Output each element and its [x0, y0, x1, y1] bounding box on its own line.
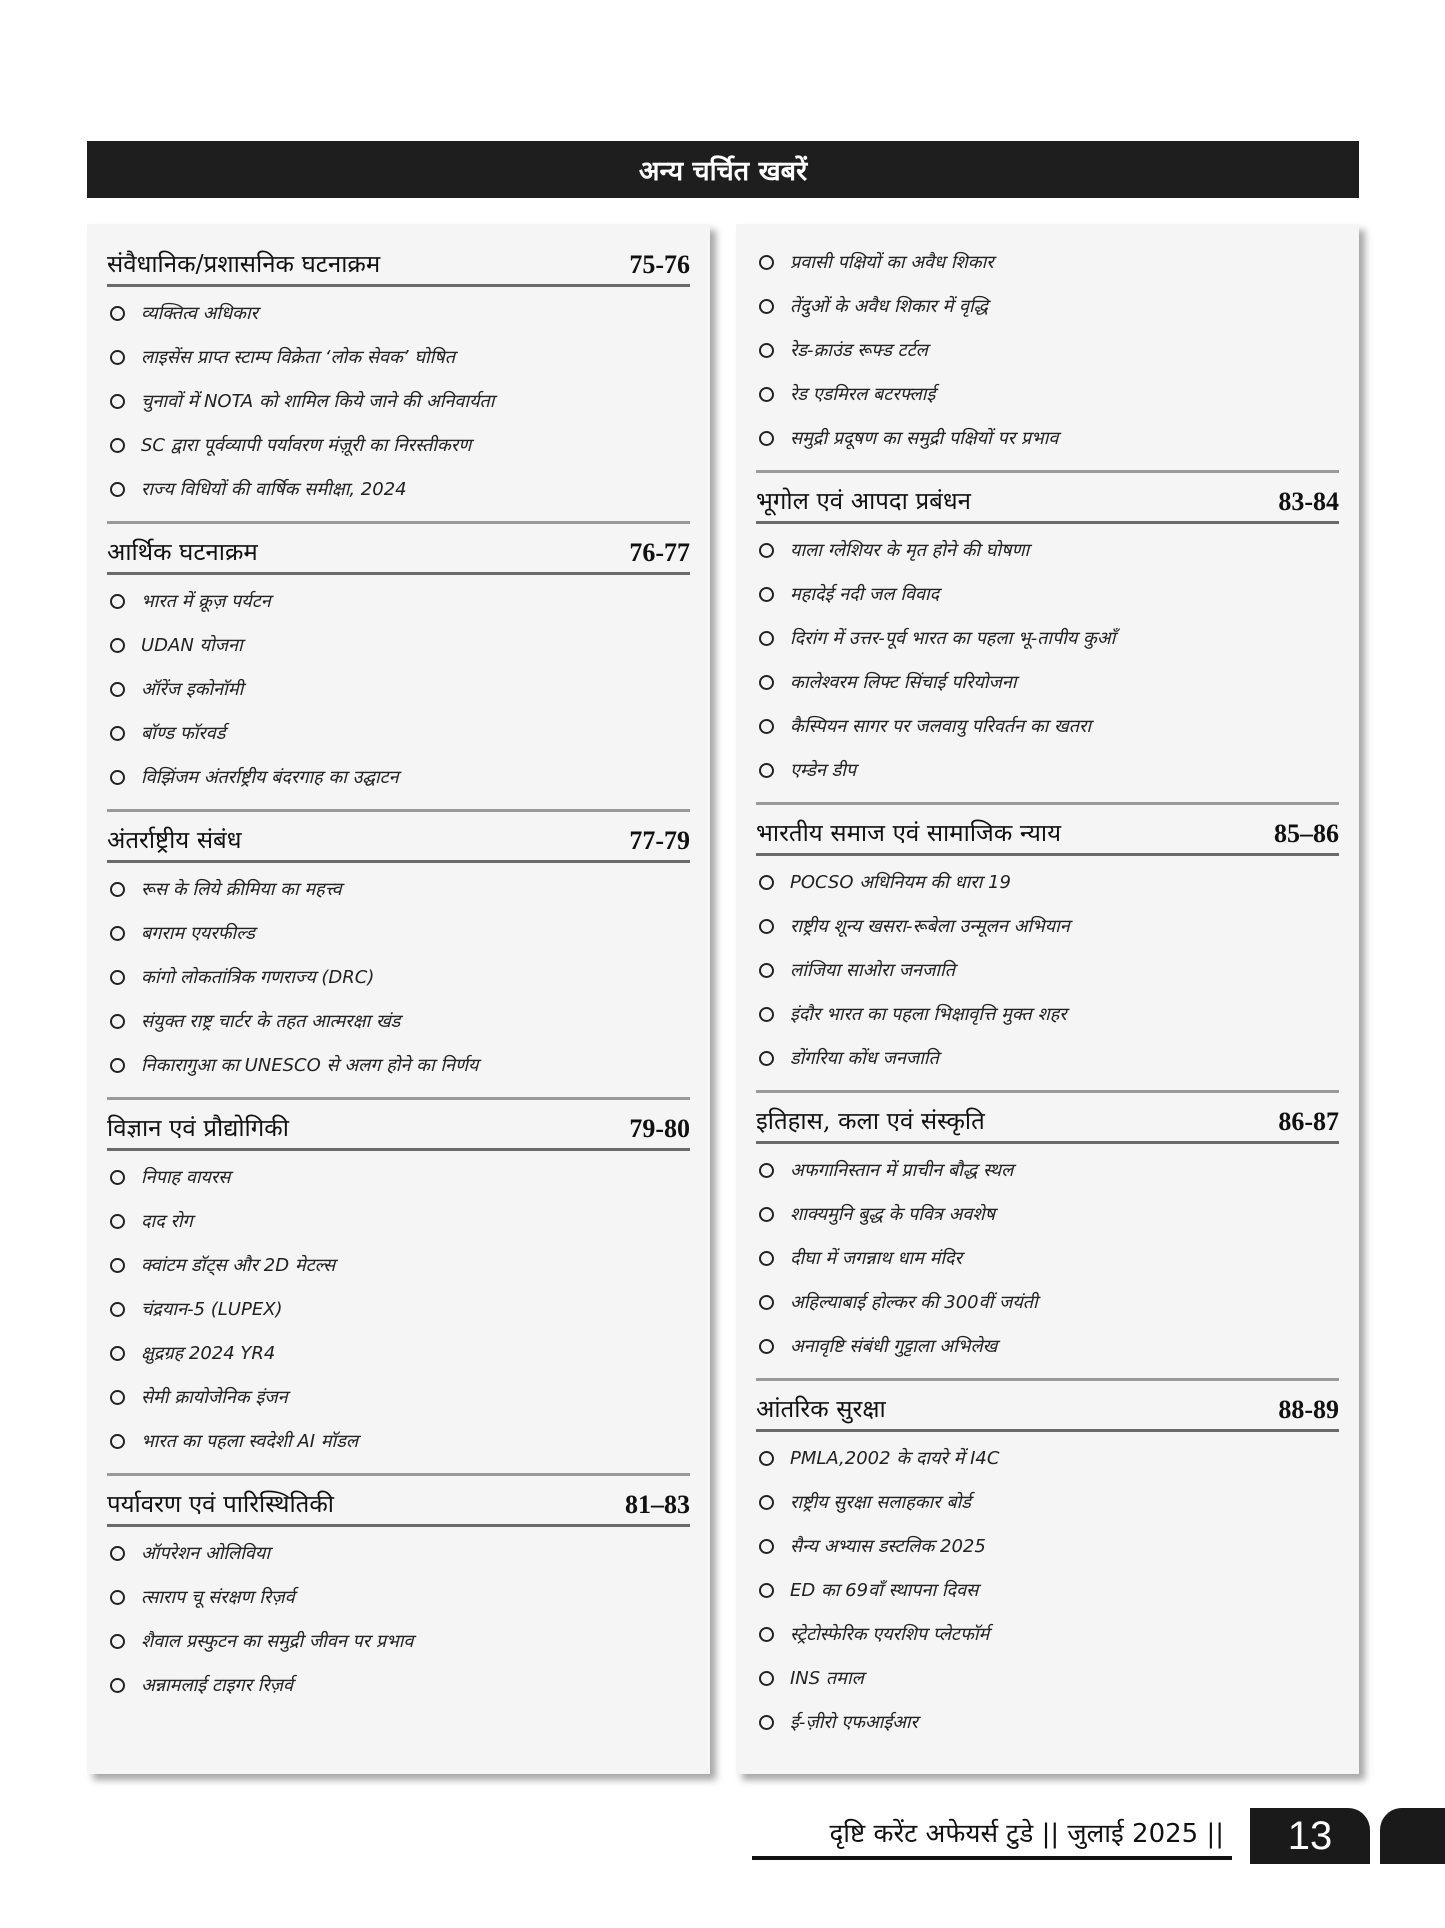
topic-item [756, 1324, 1339, 1368]
topic-item [107, 467, 690, 511]
circle-bullet-icon [110, 1634, 125, 1649]
topic-item [107, 1575, 690, 1619]
circle-bullet-icon [759, 299, 774, 314]
topic-list [107, 863, 690, 1087]
topic-item [756, 1612, 1339, 1656]
section-divider [107, 1473, 690, 1476]
section-divider [107, 1097, 690, 1100]
topic-item [756, 528, 1339, 572]
section-title: इतिहास, कला एवं संस्कृति [756, 1107, 985, 1135]
topic-item [107, 867, 690, 911]
topic-item [107, 1155, 690, 1199]
section-heading [107, 1480, 690, 1527]
topic-list [756, 1144, 1339, 1368]
topic-item [107, 667, 690, 711]
topic-label: चंद्रयान-5 (LUPEX) [141, 1299, 283, 1320]
topic-label: अनावृष्टि संबंधी गुट्टाला अभिलेख [790, 1336, 998, 1357]
topic-label: अफगानिस्तान में प्राचीन बौद्ध स्थल [790, 1160, 1014, 1181]
section-page-range: 86-87 [1278, 1107, 1339, 1136]
circle-bullet-icon [110, 1058, 125, 1073]
topic-label: इंदौर भारत का पहला भिक्षावृत्ति मुक्त शहर [790, 1004, 1067, 1025]
topic-item [756, 1036, 1339, 1080]
topic-label: INS तमाल [790, 1668, 864, 1689]
topic-label: विझिंजम अंतर्राष्ट्रीय बंदरगाह का उद्घाटन [141, 767, 399, 788]
topic-list [107, 287, 690, 511]
topic-item [756, 904, 1339, 948]
section-heading [756, 477, 1339, 524]
circle-bullet-icon [759, 875, 774, 890]
circle-bullet-icon [110, 1014, 125, 1029]
circle-bullet-icon [759, 1715, 774, 1730]
topic-item [756, 1480, 1339, 1524]
section-title: पर्यावरण एवं पारिस्थितिकी [107, 1490, 334, 1518]
topic-item [107, 1331, 690, 1375]
topic-label: एम्डेन डीप [790, 760, 857, 781]
circle-bullet-icon [759, 963, 774, 978]
section-title: भारतीय समाज एवं सामाजिक न्याय [756, 819, 1062, 847]
topic-label: स्ट्रेटोस्फेरिक एयरशिप प्लेटफॉर्म [790, 1624, 990, 1645]
topic-list [107, 575, 690, 799]
circle-bullet-icon [110, 1214, 125, 1229]
section-divider [107, 521, 690, 524]
circle-bullet-icon [110, 1170, 125, 1185]
left-column [87, 224, 710, 1774]
circle-bullet-icon [759, 675, 774, 690]
topic-item [756, 284, 1339, 328]
page-number: 13 [1250, 1808, 1370, 1864]
topic-item [107, 623, 690, 667]
topic-item [107, 1419, 690, 1463]
circle-bullet-icon [759, 763, 774, 778]
topic-item [107, 955, 690, 999]
section-title: विज्ञान एवं प्रौद्योगिकी [107, 1114, 289, 1142]
section-page-range: 85–86 [1274, 819, 1339, 848]
circle-bullet-icon [759, 343, 774, 358]
circle-bullet-icon [110, 926, 125, 941]
topic-label: अन्नामलाई टाइगर रिज़र्व [141, 1675, 294, 1696]
circle-bullet-icon [759, 1495, 774, 1510]
circle-bullet-icon [110, 1302, 125, 1317]
circle-bullet-icon [759, 1207, 774, 1222]
topic-item [756, 240, 1339, 284]
topic-item [756, 572, 1339, 616]
circle-bullet-icon [110, 882, 125, 897]
topic-item [107, 335, 690, 379]
topic-label: रेड एडमिरल बटरफ्लाई [790, 384, 936, 405]
topic-label: राष्ट्रीय शून्य खसरा-रूबेला उन्मूलन अभियान [790, 916, 1070, 937]
topic-item [756, 992, 1339, 1036]
circle-bullet-icon [110, 1546, 125, 1561]
section-page-range: 81–83 [625, 1490, 690, 1519]
circle-bullet-icon [759, 543, 774, 558]
circle-bullet-icon [110, 1390, 125, 1405]
topic-label: ED का 69वाँ स्थापना दिवस [790, 1580, 979, 1601]
right-column [736, 224, 1359, 1774]
topic-item [107, 1375, 690, 1419]
topic-item [756, 328, 1339, 372]
circle-bullet-icon [759, 1583, 774, 1598]
section-heading [107, 816, 690, 863]
topic-item [756, 948, 1339, 992]
topic-item [756, 860, 1339, 904]
topic-item [756, 1236, 1339, 1280]
topic-list [107, 1151, 690, 1463]
section-divider [756, 1090, 1339, 1093]
topic-list [107, 1527, 690, 1707]
topic-item [756, 416, 1339, 460]
topic-item [107, 999, 690, 1043]
circle-bullet-icon [759, 1051, 774, 1066]
topic-item [756, 748, 1339, 792]
section-heading [107, 1104, 690, 1151]
topic-label: भारत का पहला स्वदेशी AI मॉडल [141, 1431, 359, 1452]
topic-label: PMLA,2002 के दायरे में I4C [790, 1448, 1000, 1469]
topic-item [107, 579, 690, 623]
section-divider [756, 802, 1339, 805]
circle-bullet-icon [110, 970, 125, 985]
topic-label: समुद्री प्रदूषण का समुद्री पक्षियों पर प्रभाव [790, 428, 1059, 449]
topic-label: ई-ज़ीरो एफआईआर [790, 1712, 918, 1733]
topic-label: कांगो लोकतांत्रिक गणराज्य (DRC) [141, 967, 375, 988]
circle-bullet-icon [110, 350, 125, 365]
topic-label: दिरांग में उत्तर-पूर्व भारत का पहला भू-तापीय कुआँ [790, 628, 1116, 649]
topic-label: शाक्यमुनि बुद्ध के पवित्र अवशेष [790, 1204, 995, 1225]
topic-item [756, 372, 1339, 416]
topic-label: दीघा में जगन्नाथ धाम मंदिर [790, 1248, 962, 1269]
topic-label: बगराम एयरफील्ड [141, 923, 255, 944]
topic-label: राज्य विधियों की वार्षिक समीक्षा, 2024 [141, 479, 407, 500]
topic-item [107, 1663, 690, 1707]
topic-item [756, 704, 1339, 748]
section-heading [756, 1097, 1339, 1144]
topic-label: दाद रोग [141, 1211, 193, 1232]
topic-label: रूस के लिये क्रीमिया का महत्त्व [141, 879, 342, 900]
topic-item [107, 379, 690, 423]
topic-item [756, 660, 1339, 704]
circle-bullet-icon [759, 255, 774, 270]
circle-bullet-icon [759, 431, 774, 446]
section-title: अंतर्राष्ट्रीय संबंध [107, 826, 242, 854]
topic-label: त्साराप चू संरक्षण रिज़र्व [141, 1587, 295, 1608]
topic-list [756, 1432, 1339, 1744]
topic-label: बॉण्ड फॉरवर्ड [141, 723, 226, 744]
section-title: आर्थिक घटनाक्रम [107, 538, 258, 566]
topic-label: चुनावों में NOTA को शामिल किये जाने की अनिवार्यता [141, 391, 495, 412]
circle-bullet-icon [110, 682, 125, 697]
circle-bullet-icon [110, 306, 125, 321]
circle-bullet-icon [110, 1678, 125, 1693]
section-page-range: 83-84 [1278, 487, 1339, 516]
section-page-range: 88-89 [1278, 1395, 1339, 1424]
topic-item [107, 711, 690, 755]
page-banner [87, 141, 1359, 198]
banner-title: अन्य चर्चित खबरें [638, 156, 808, 187]
circle-bullet-icon [759, 387, 774, 402]
circle-bullet-icon [110, 770, 125, 785]
topic-label: लांजिया साओरा जनजाति [790, 960, 955, 981]
circle-bullet-icon [759, 1451, 774, 1466]
topic-label: तेंदुओं के अवैध शिकार में वृद्धि [790, 296, 989, 317]
topic-item [756, 1148, 1339, 1192]
circle-bullet-icon [759, 1671, 774, 1686]
section-title: संवैधानिक/प्रशासनिक घटनाक्रम [107, 250, 381, 278]
footer-title: दृष्टि करेंट अफेयर्स टुडे || जुलाई 2025 || [752, 1808, 1232, 1860]
topic-label: डोंगरिया कोंध जनजाति [790, 1048, 939, 1069]
circle-bullet-icon [759, 1339, 774, 1354]
circle-bullet-icon [110, 1346, 125, 1361]
topic-label: निकारागुआ का UNESCO से अलग होने का निर्णय [141, 1055, 479, 1076]
section-title: भूगोल एवं आपदा प्रबंधन [756, 487, 971, 515]
topic-item [756, 1568, 1339, 1612]
topic-label: रेड-क्राउंड रूफ्ड टर्टल [790, 340, 928, 361]
topic-label: ऑरेंज इकोनॉमी [141, 679, 244, 700]
circle-bullet-icon [110, 438, 125, 453]
topic-item [756, 1524, 1339, 1568]
topic-label: याला ग्लेशियर के मृत होने की घोषणा [790, 540, 1030, 561]
section-page-range: 75-76 [629, 250, 690, 279]
section-divider [107, 809, 690, 812]
topic-item [107, 1287, 690, 1331]
circle-bullet-icon [110, 482, 125, 497]
topic-item [756, 1656, 1339, 1700]
topic-label: SC द्वारा पूर्वव्यापी पर्यावरण मंज़ूरी का निरस्तीकरण [141, 435, 472, 456]
topic-label: POCSO अधिनियम की धारा 19 [790, 872, 1011, 893]
circle-bullet-icon [759, 587, 774, 602]
circle-bullet-icon [110, 726, 125, 741]
circle-bullet-icon [110, 394, 125, 409]
topic-label: भारत में क्रूज़ पर्यटन [141, 591, 271, 612]
section-page-range: 77-79 [629, 826, 690, 855]
topic-item [107, 1531, 690, 1575]
topic-item [107, 423, 690, 467]
section-heading [756, 1385, 1339, 1432]
circle-bullet-icon [759, 1295, 774, 1310]
section-heading [756, 809, 1339, 856]
section-heading [107, 240, 690, 287]
topic-item [756, 1192, 1339, 1236]
topic-item [107, 1619, 690, 1663]
topic-item [756, 1700, 1339, 1744]
topic-list [756, 240, 1339, 460]
section-heading [107, 528, 690, 575]
topic-item [107, 1243, 690, 1287]
topic-label: राष्ट्रीय सुरक्षा सलाहकार बोर्ड [790, 1492, 971, 1513]
circle-bullet-icon [110, 638, 125, 653]
topic-label: सेमी क्रायोजेनिक इंजन [141, 1387, 288, 1408]
topic-item [107, 291, 690, 335]
topic-label: अहिल्याबाई होल्कर की 300वीं जयंती [790, 1292, 1038, 1313]
topic-list [756, 524, 1339, 792]
section-page-range: 79-80 [629, 1114, 690, 1143]
topic-item [756, 1436, 1339, 1480]
circle-bullet-icon [759, 631, 774, 646]
topic-label: लाइसेंस प्राप्त स्टाम्प विक्रेता ‘लोक सेवक’ घोषित [141, 347, 455, 368]
topic-list [756, 856, 1339, 1080]
footer-tab-decoration [1380, 1808, 1445, 1864]
circle-bullet-icon [759, 1251, 774, 1266]
circle-bullet-icon [759, 719, 774, 734]
topic-label: कालेश्वरम लिफ्ट सिंचाई परियोजना [790, 672, 1017, 693]
topic-item [107, 911, 690, 955]
topic-label: UDAN योजना [141, 635, 243, 656]
circle-bullet-icon [759, 1007, 774, 1022]
topic-label: कैस्पियन सागर पर जलवायु परिवर्तन का खतरा [790, 716, 1092, 737]
circle-bullet-icon [110, 1590, 125, 1605]
topic-label: क्षुद्रग्रह 2024 YR4 [141, 1343, 276, 1364]
topic-label: शैवाल प्रस्फुटन का समुद्री जीवन पर प्रभाव [141, 1631, 414, 1652]
circle-bullet-icon [759, 1627, 774, 1642]
topic-item [107, 755, 690, 799]
topic-label: प्रवासी पक्षियों का अवैध शिकार [790, 252, 994, 273]
topic-item [107, 1199, 690, 1243]
topic-label: सैन्य अभ्यास डस्टलिक 2025 [790, 1536, 986, 1557]
section-title: आंतरिक सुरक्षा [756, 1395, 886, 1423]
topic-item [107, 1043, 690, 1087]
topic-label: क्वांटम डॉट्स और 2D मेटल्स [141, 1255, 336, 1276]
circle-bullet-icon [110, 594, 125, 609]
topic-item [756, 1280, 1339, 1324]
topic-label: ऑपरेशन ओलिविया [141, 1543, 271, 1564]
circle-bullet-icon [110, 1258, 125, 1273]
topic-label: व्यक्तित्व अधिकार [141, 303, 258, 324]
section-divider [756, 470, 1339, 473]
circle-bullet-icon [759, 1163, 774, 1178]
circle-bullet-icon [759, 919, 774, 934]
page-footer [752, 1808, 1445, 1863]
section-divider [756, 1378, 1339, 1381]
topic-label: संयुक्त राष्ट्र चार्टर के तहत आत्मरक्षा खंड [141, 1011, 401, 1032]
topic-item [756, 616, 1339, 660]
topic-label: महादेई नदी जल विवाद [790, 584, 940, 605]
topic-label: निपाह वायरस [141, 1167, 231, 1188]
section-page-range: 76-77 [629, 538, 690, 567]
circle-bullet-icon [110, 1434, 125, 1449]
circle-bullet-icon [759, 1539, 774, 1554]
